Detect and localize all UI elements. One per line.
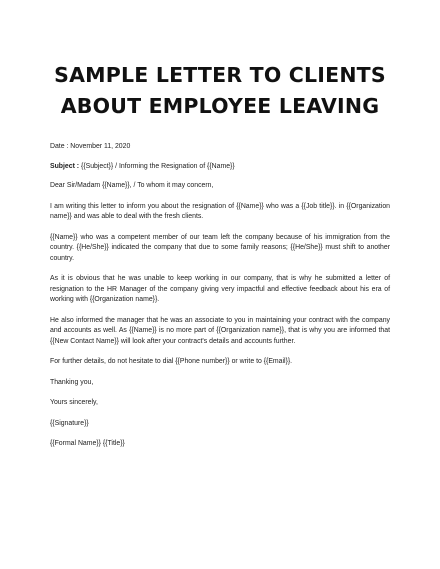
subject-line (50, 162, 390, 173)
formal-name-title: {{Formal Name}} {{Title}} (50, 440, 125, 447)
date-line: Date : November 11, 2020 (50, 143, 131, 150)
paragraph-2: {{Name}} who was a competent member of our team left the company because of his immigration from the country. {{He/She}} indicated the company that due to some family reasons; {{He/She}} must shift to another country. (50, 233, 390, 262)
closing-thanks: Thanking you, (50, 378, 94, 386)
subject-label: Subject : (50, 162, 80, 170)
paragraph-3: As it is obvious that he was unable to keep working in our company, that is why he submitted a letter of resignation to the HR Manager of the company giving very impactful and effective feedback about his era of working with {{Organization name}}. (50, 275, 390, 303)
letter-body (50, 142, 390, 450)
closing-sincerely: Yours sincerely, (50, 399, 98, 406)
letter-title-line-2: ABOUT EMPLOYEE LEAVING (60, 94, 380, 118)
letter-title-line-1: SAMPLE LETTER TO CLIENTS (54, 63, 386, 87)
paragraph-1: I am writing this letter to inform you about the resignation of {{Name}} who was a {{Job title}}. in {{Organization name}} and was able to deal with the fresh clients. (50, 202, 390, 220)
salutation: Dear Sir/Madam {{Name}}, / To whom it may concern, (50, 182, 214, 189)
subject-text: {{Subject}} / Informing the Resignation of {{Name}} (79, 162, 235, 170)
paragraph-4: He also informed the manager that he was an associate to you in maintaining your contract with the company and accounts as well. As {{Name}} is no more part of {{Organization name}}, that is why you are informed that {{New Contact Name}} will look after your contract's details and accounts further. (50, 316, 390, 345)
signature-placeholder: {{Signature}} (50, 419, 89, 427)
paragraph-5: For further details, do not hesitate to dial {{Phone number}} or write to {{Email}}. (50, 358, 293, 365)
letter-title (50, 60, 390, 122)
